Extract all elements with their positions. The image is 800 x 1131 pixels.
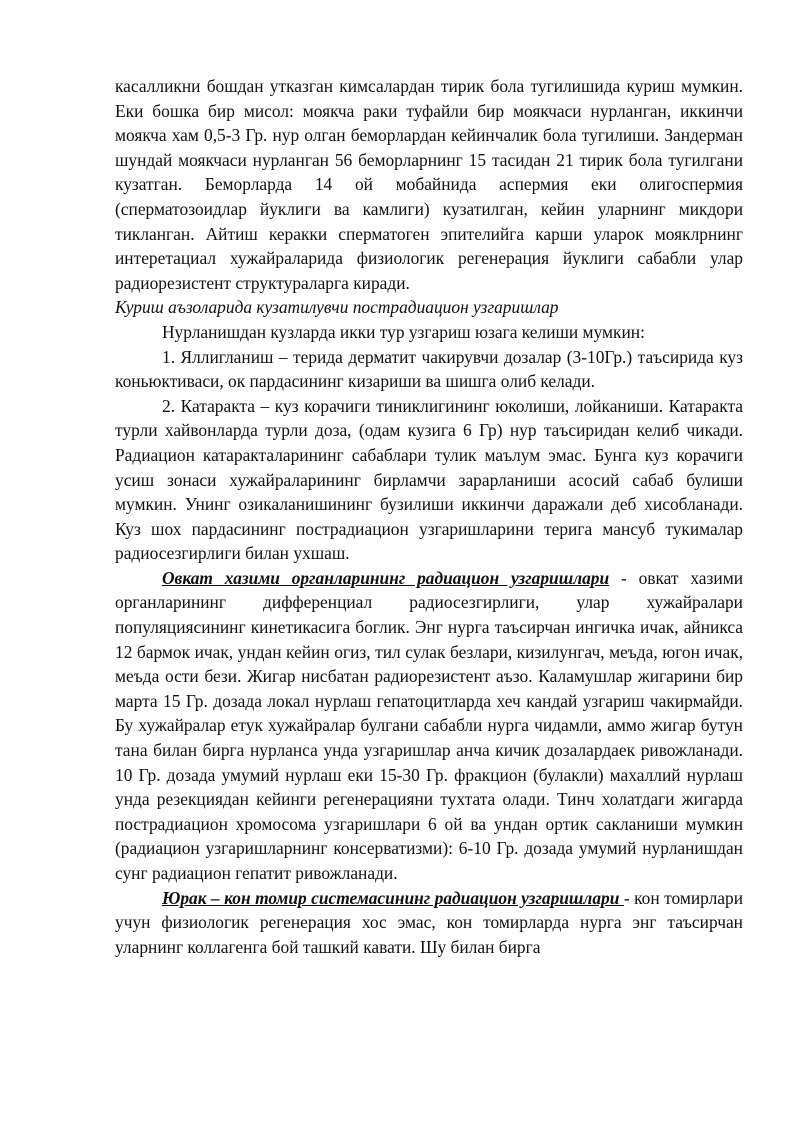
paragraph-4: 2. Катаракта – куз корачиги тиниклигининг юколиши, лойканиши. Катаракта турли хайвонларда турли доза, (одам кузига 6 Гр) нур таъсиридан келиб чикади. Радиацион катаракталарининг сабаблари тулик маълум эмас. Бунга куз корачиги усиш зонаси хужайраларининг бирламчи зарарланиши асосий сабаб булиши мумкин. Унинг озикаланишининг бузилиши иккинчи даражали деб хисобланади. Куз шох пардасининг пострадиацион узгаришларини терига мансуб тукималар радиосезгирлиги билан ухшаш.	[115, 395, 743, 564]
section-heading-digestive: Овкат хазими органларининг радиацион узгаришлари	[162, 567, 610, 588]
paragraph-1: касалликни бошдан утказган кимсалардан тирик бола тугилишида куриш мумкин. Еки бошка бир мисол: моякча раки туфайли бир моякчаси нурланган, иккинчи моякча хам 0,5-3 Гр. нур олган беморлардан кейинчалик бола тугилиши. Зандерман шундай моякчаси нурланган 56 беморларнинг 15 тасидан 21 тирик бола тугилгани кузатган. Беморларда 14 ой мобайнида аспермия еки олигоспермия (сперматозоидлар йуклиги ва камлиги) кузатилган, кейин уларнинг микдори тикланган. Айтиш керакки сперматоген эпителийга карши уларок мояклрнинг интеретациал хужайраларида физиологик регенерация йуклиги сабабли улар радиорезистент структураларга киради.	[115, 76, 743, 293]
paragraph-5-body: - овкат хазими органларининг дифференциал радиосезгирлиги, улар хужайралари популяциясининг кинетикасига боглик. Энг нурга таъсирчан ингичка ичак, айникса 12 бармок ичак, ундан кейин огиз, тил сулак безлари, кизилунгач, меъда, югон ичак, меъда ости бези. Жигар нисбатан радиорезистент аъзо. Каламушлар жигарини бир марта 15 Гр. дозада локал нурлаш гепатоцитларда хеч кандай узгариш чакирмайди. Бу хужайралар етук хужайралар булгани сабабли нурга чидамли, аммо жигар бутун тана билан бирга нурланса унда узгаришлар анча кичик дозалардаек ривожланади. 10 Гр. дозада умумий нурлаш еки 15-30 Гр. фракцион (булакли) махаллий нурлаш унда резекциядан кейинги регенерацияни тухтата олади. Тинч холатдаги жигарда пострадиацион хромосома узгаришлари 6 ой ва ундан ортик сакланиши мумкин (радиацион узгаришларнинг консерватизми): 6-10 Гр. дозада умумий нурланишдан сунг радиацион гепатит ривожланади.	[115, 567, 744, 883]
paragraph-2: Нурланишдан кузларда икки тур узгариш юзага келиши мумкин:	[162, 321, 645, 342]
paragraph-6	[115, 886, 743, 960]
paragraph-3: 1. Яллигланиш – терида дерматит чакирувчи дозалар (3-10Гр.) таъсирида куз коньюктиваси, ок пардасининг кизариши ва шишга олиб келади.	[115, 346, 743, 392]
paragraph-5	[115, 566, 743, 886]
section-heading-eyes: Куриш аъзоларида кузатилувчи пострадиацион узгаришлар	[115, 297, 559, 318]
section-heading-cardiovascular: Юрак – кон томир системасининг радиацион узгаришлари	[162, 887, 624, 908]
paragraph-6-body: - кон томирлари учун физиологик регенерация хос эмас, кон томирларда нурга энг таъсирчан уларнинг коллагенга бой ташкий кавати. Шу билан бирга	[115, 887, 744, 957]
